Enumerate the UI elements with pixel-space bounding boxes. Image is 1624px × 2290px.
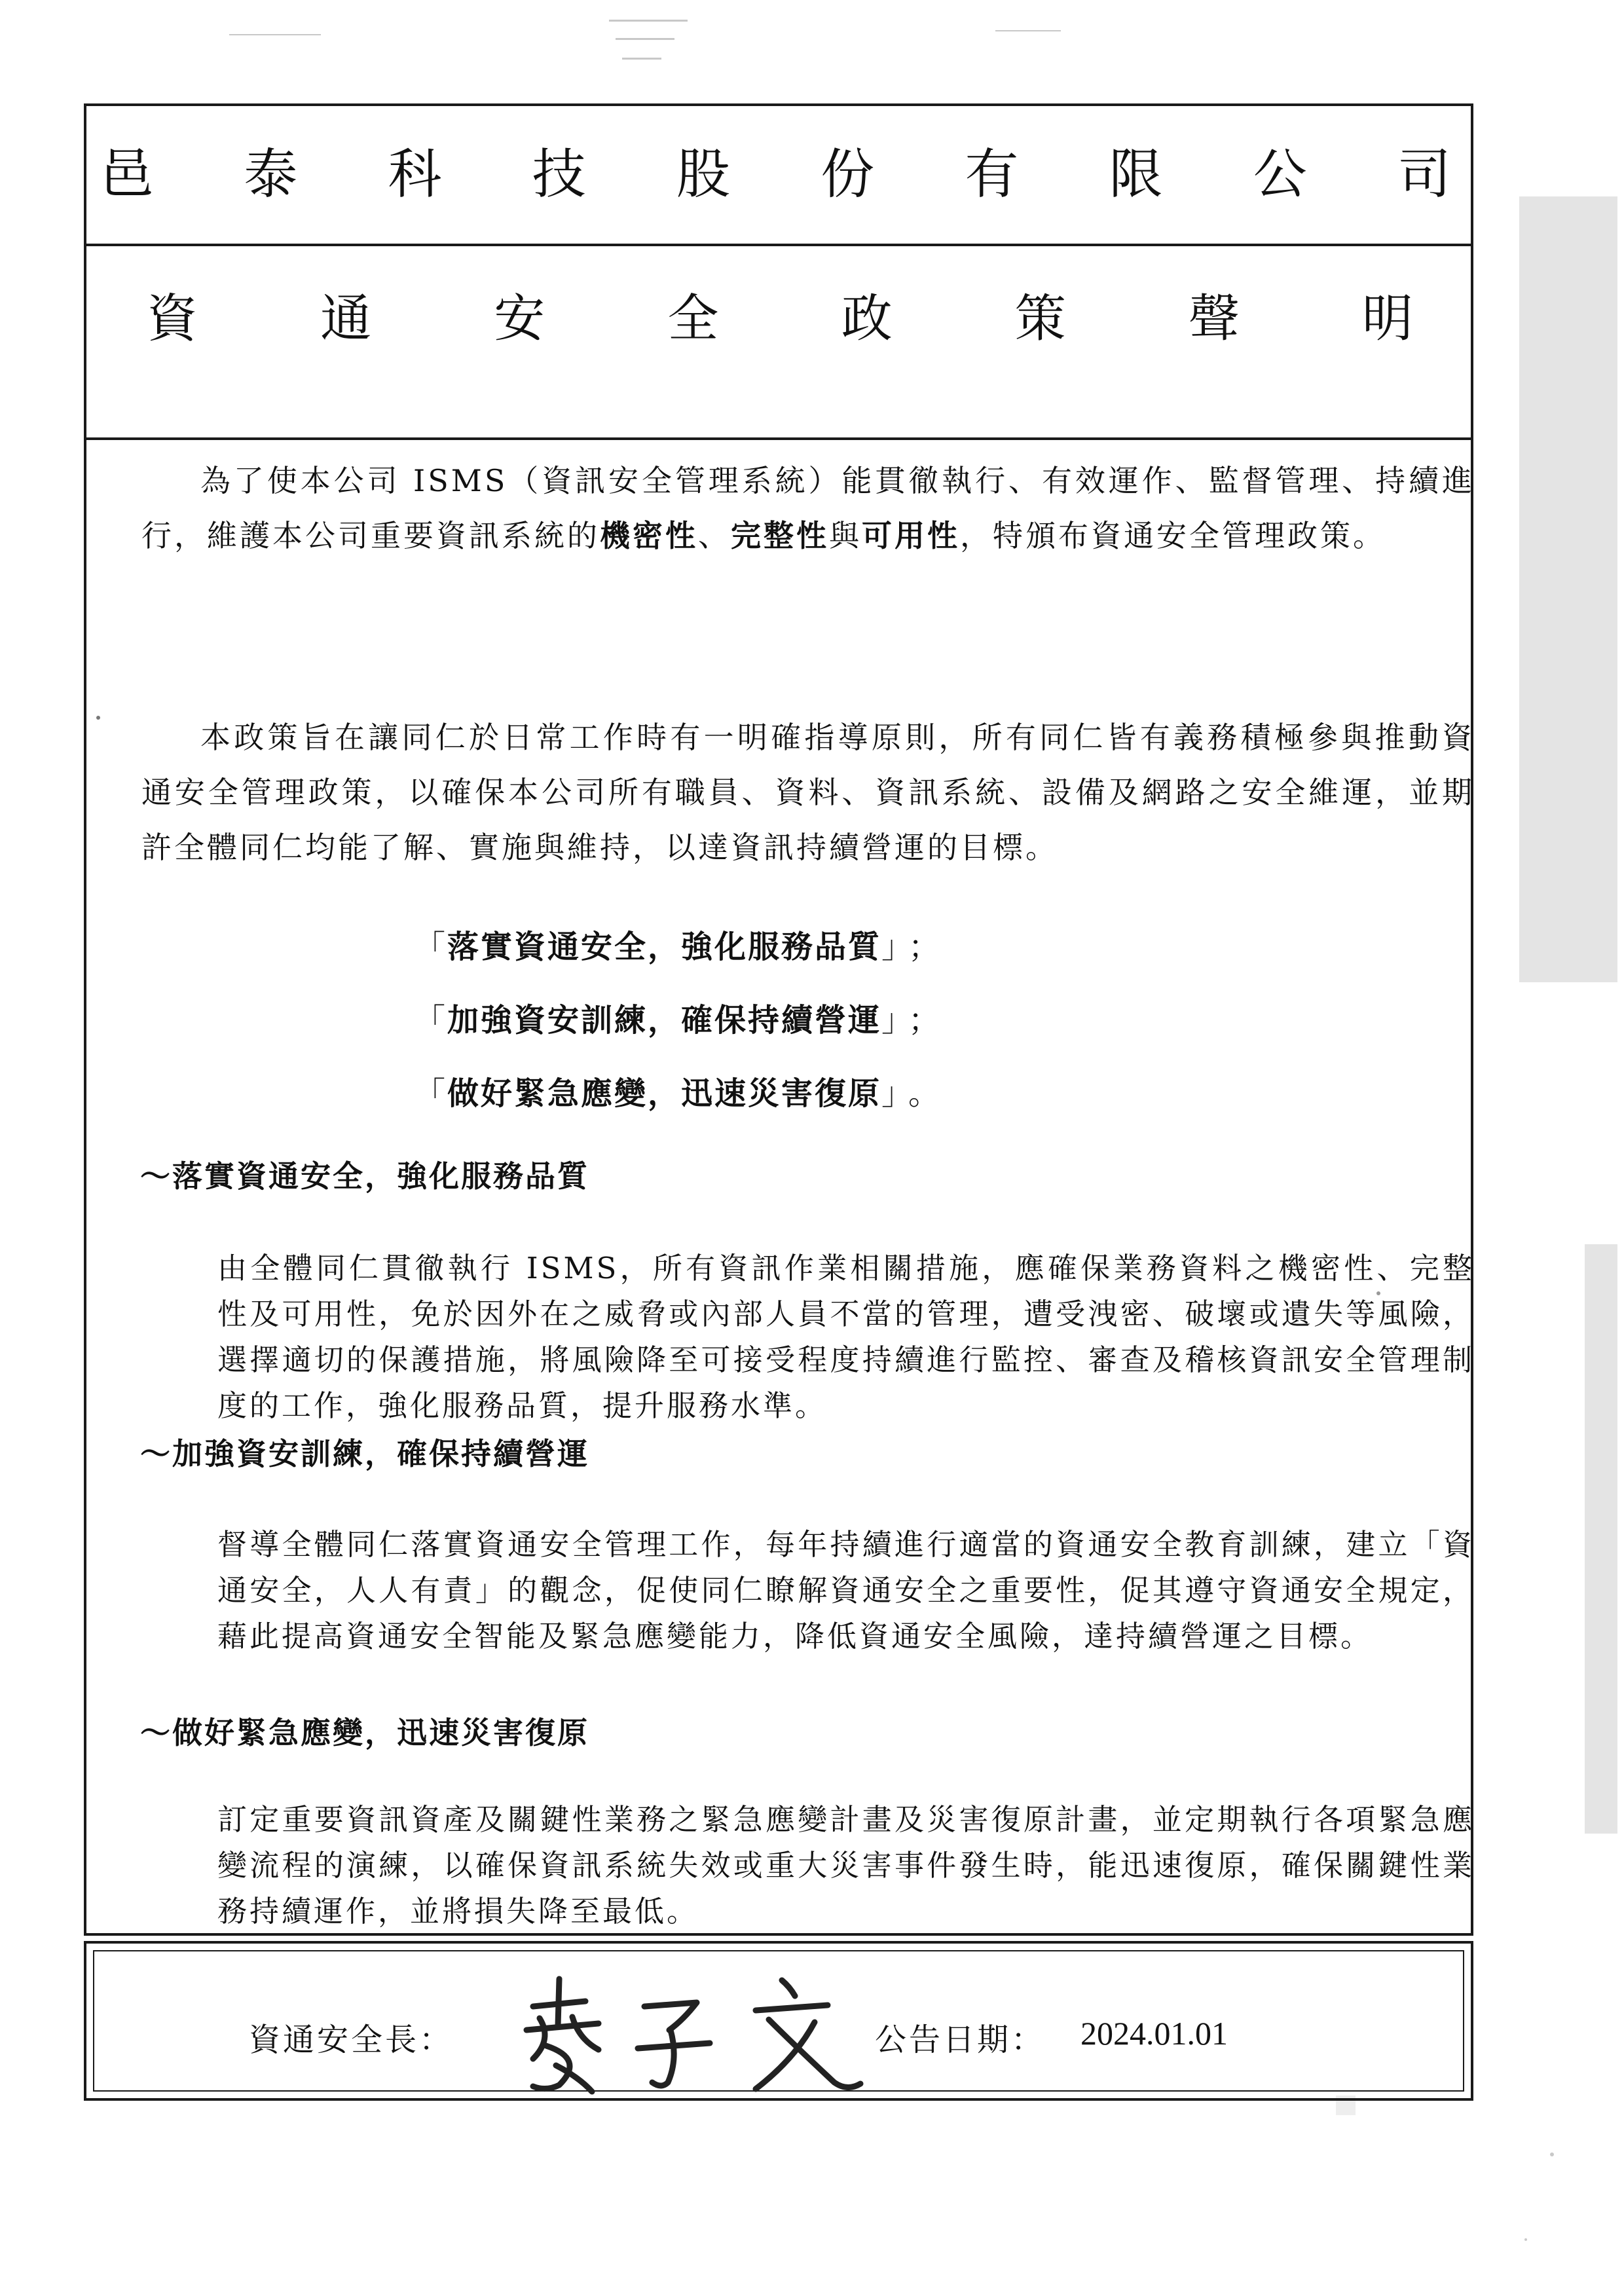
announce-date-label: 公告日期： — [875, 2022, 1046, 2058]
section-body: 督導全體同仁落實資通安全管理工作，每年持續進行適當的資通安全教育訓練，建立「資通安全，人人有責」的觀念，促使同仁瞭解資通安全之重要性，促其遵守資通安全規定，藉此提高資通安全智能及緊急應變能力，降低資通安全風險，達持續營運之目標。 — [217, 1527, 1475, 1653]
separator: 與 — [829, 518, 862, 553]
slogan-punct: ； — [908, 1002, 942, 1039]
title-char: 全 — [667, 289, 719, 348]
title-char: 政 — [841, 289, 893, 348]
document-title — [86, 246, 1471, 440]
bracket-open: 「 — [414, 1075, 448, 1112]
keyword-availability: 可用性 — [862, 518, 960, 553]
signature-box — [84, 1941, 1473, 2101]
slogan-text: 落實資通安全，強化服務品質 — [447, 929, 882, 965]
keyword-integrity: 完整性 — [731, 518, 829, 553]
section-heading: ～落實資通安全，強化服務品質 — [140, 1158, 589, 1194]
separator: 、 — [698, 518, 731, 553]
slogan-item — [414, 910, 942, 984]
section-body: 訂定重要資訊資產及關鍵性業務之緊急應變計畫及災害復原計畫，並定期執行各項緊急應變流程的演練，以確保資訊系統失效或重大災害事件發生時，能迅速復原，確保關鍵性業務持續運作，並將損失降至最低。 — [217, 1802, 1475, 1929]
title-char: 聲 — [1188, 289, 1240, 348]
company-char: 技 — [532, 143, 586, 206]
keyword-confidentiality: 機密性 — [600, 518, 698, 553]
company-char: 公 — [1253, 143, 1307, 206]
company-name — [86, 106, 1471, 246]
slogan-punct: ； — [908, 929, 942, 965]
bracket-open: 「 — [414, 929, 448, 965]
intro-paragraph-1 — [141, 453, 1475, 563]
document-frame — [84, 103, 1473, 1936]
slogan-item — [414, 1057, 942, 1130]
company-char: 限 — [1109, 143, 1163, 206]
slogan-text: 做好緊急應變，迅速災害復原 — [447, 1075, 882, 1112]
slogan-text: 加強資安訓練，確保持續營運 — [447, 1002, 882, 1039]
handwritten-signature — [507, 1967, 874, 2098]
intro-text: 為了使本公司 ISMS（資訊安全管理系統）能貫徹執行、有效運作、監督管理、持續進行，維護本公司重要資訊系統的 — [141, 463, 1475, 553]
bracket-close: 」 — [881, 929, 900, 965]
section-heading: ～做好緊急應變，迅速災害復原 — [140, 1715, 589, 1750]
intro-paragraph-2: 本政策旨在讓同仁於日常工作時有一明確指導原則，所有同仁皆有義務積極參與推動資通安全管理政策，以確保本公司所有職員、資料、資訊系統、設備及網路之安全維運，並期許全體同仁均能了解、實施與維持，以達資訊持續營運的目標。 — [141, 720, 1475, 865]
bracket-close: 」 — [881, 1075, 900, 1112]
section-heading: ～加強資安訓練，確保持續營運 — [140, 1436, 589, 1471]
policy-slogans — [414, 910, 942, 1130]
bracket-open: 「 — [414, 1002, 448, 1039]
company-char: 有 — [965, 143, 1019, 206]
section-body: 由全體同仁貫徹執行 ISMS，所有資訊作業相關措施，應確保業務資料之機密性、完整性及可用性，免於因外在之威脅或內部人員不當的管理，遭受洩密、破壞或遺失等風險，選擇適切的保護措施，將風險降至可接受程度持續進行監控、審查及稽核資訊安全管理制度的工作，強化服務品質，提升服務水準。 — [217, 1251, 1475, 1423]
bracket-close: 」 — [881, 1002, 900, 1039]
company-char: 份 — [821, 143, 875, 206]
company-char: 司 — [1397, 143, 1451, 206]
company-char: 邑 — [100, 143, 154, 206]
company-char: 泰 — [244, 143, 298, 206]
title-char: 資 — [147, 289, 198, 348]
announce-date-value: 2024.01.01 — [1080, 2015, 1228, 2052]
intro-text: ，特頒布資通安全管理政策。 — [960, 518, 1386, 553]
company-char: 股 — [676, 143, 730, 206]
slogan-punct: 。 — [908, 1075, 942, 1112]
slogan-item — [414, 984, 942, 1057]
title-char: 通 — [320, 289, 372, 348]
signature-box-inner — [93, 1950, 1464, 2092]
title-char: 明 — [1361, 289, 1413, 348]
company-char: 科 — [388, 143, 442, 206]
title-char: 策 — [1014, 289, 1066, 348]
ciso-label: 資通安全長： — [249, 2022, 454, 2058]
title-char: 安 — [494, 289, 545, 348]
